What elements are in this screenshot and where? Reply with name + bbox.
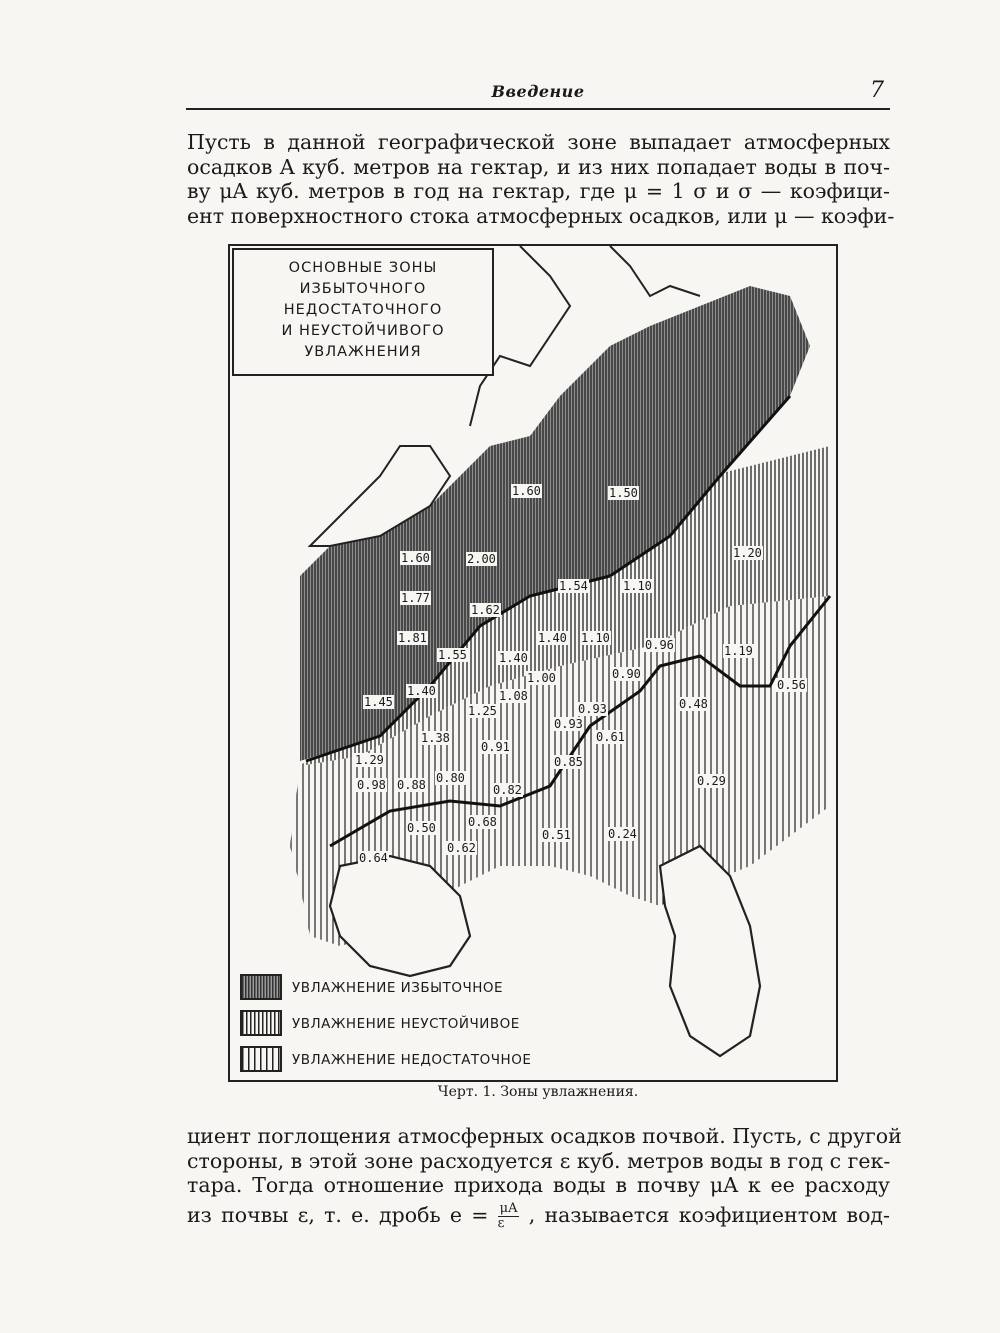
map-value-label: 1.40 [538, 631, 567, 645]
legend-label: УВЛАЖНЕНИЕ НЕУСТОЙЧИВОЕ [292, 1016, 520, 1032]
caspian-sea [660, 846, 760, 1056]
map-title-line: НЕДОСТАТОЧНОГО [283, 302, 443, 318]
text-line: Пусть в данной географической зоне выпадает атмосферных [187, 130, 890, 154]
map-title-box [232, 248, 494, 376]
map-value-label: 1.10 [581, 631, 610, 645]
fraction-numerator: μA [499, 1200, 518, 1216]
text-line: ву μA куб. метров в год на гектар, где μ = 1 σ и σ — коэфици- [187, 179, 890, 203]
map-value-label: 1.40 [407, 684, 436, 698]
map-value-label: 0.48 [679, 697, 708, 711]
map-value-label: 0.96 [645, 638, 674, 652]
text-line-formula [187, 1202, 890, 1231]
legend-swatch-insufficient [240, 1046, 282, 1072]
map-value-label: 0.88 [397, 778, 426, 792]
legend-swatch-excessive [240, 974, 282, 1000]
map-value-label: 1.45 [364, 695, 393, 709]
map-value-label: 1.62 [471, 603, 500, 617]
map-value-label: 1.55 [438, 648, 467, 662]
map-title-line: ОСНОВНЫЕ ЗОНЫ [288, 260, 438, 276]
map-value-label: 0.91 [481, 740, 510, 754]
map-value-label: 1.29 [355, 753, 384, 767]
map-value-label: 1.08 [499, 689, 528, 703]
map-value-label: 0.82 [493, 783, 522, 797]
map-value-label: 0.98 [357, 778, 386, 792]
map-value-label: 0.56 [777, 678, 806, 692]
map-value-label: 0.80 [436, 771, 465, 785]
map-value-label: 0.93 [554, 717, 583, 731]
map-value-label: 0.24 [608, 827, 637, 841]
legend-swatch-unstable [240, 1010, 282, 1036]
fraction [498, 1202, 520, 1231]
legend-item-excessive [240, 974, 640, 1002]
text-line: стороны, в этой зоне расходуется ε куб. метров воды в год с гек- [187, 1148, 891, 1173]
paragraph-top [187, 130, 895, 228]
running-header [186, 78, 890, 108]
text-line: ент поверхностного стока атмосферных осадков, или μ — коэфи- [187, 203, 895, 228]
map-value-label: 1.10 [623, 579, 652, 593]
legend-label: УВЛАЖНЕНИЕ НЕДОСТАТОЧНОЕ [292, 1052, 532, 1068]
map-value-label: 1.81 [398, 631, 427, 645]
text-line: циент поглощения атмосферных осадков почвой. Пусть, с другой [187, 1124, 902, 1148]
formula-suffix: , называется коэфициентом вод- [528, 1202, 890, 1227]
map-value-label: 0.61 [596, 730, 625, 744]
paragraph-bottom [187, 1124, 902, 1231]
map-figure [228, 244, 838, 1082]
fraction-denominator: ε [497, 1215, 505, 1231]
map-value-label: 1.40 [499, 651, 528, 665]
map-value-label: 0.90 [612, 667, 641, 681]
figure-caption: Черт. 1. Зоны увлажнения. [437, 1084, 639, 1100]
map-value-label: 0.50 [407, 821, 436, 835]
map-value-label: 0.51 [542, 828, 571, 842]
running-header-title: Введение [491, 82, 585, 101]
map-value-label: 1.00 [527, 671, 556, 685]
legend-label: УВЛАЖНЕНИЕ ИЗБЫТОЧНОЕ [292, 980, 504, 996]
map-value-label: 1.20 [733, 546, 762, 560]
map-value-label: 1.50 [609, 486, 638, 500]
map-value-label: 1.60 [512, 484, 541, 498]
map-value-label: 1.60 [401, 551, 430, 565]
map-value-label: 0.93 [578, 702, 607, 716]
legend-item-unstable [240, 1010, 640, 1038]
map-value-label: 0.68 [468, 815, 497, 829]
legend-item-insufficient [240, 1046, 640, 1074]
map-title-line: ИЗБЫТОЧНОГО [299, 281, 427, 297]
formula-prefix: из почвы ε, т. е. дробь e = [187, 1202, 489, 1227]
map-value-label: 1.54 [559, 579, 588, 593]
page-number: 7 [870, 78, 884, 103]
map-value-label: 0.85 [554, 755, 583, 769]
map-value-label: 1.38 [421, 731, 450, 745]
map-value-label: 0.29 [697, 774, 726, 788]
map-value-label: 1.77 [401, 591, 430, 605]
map-title-line: И НЕУСТОЙЧИВОГО [281, 323, 445, 339]
map-value-label: 2.00 [467, 552, 496, 566]
map-value-label: 1.19 [724, 644, 753, 658]
text-line: осадков A куб. метров на гектар, и из них попадает воды в поч- [187, 154, 890, 179]
map-value-label: 0.62 [447, 841, 476, 855]
map-value-label: 0.64 [359, 851, 388, 865]
map-value-label: 1.25 [468, 704, 497, 718]
map-title-line: УВЛАЖНЕНИЯ [304, 344, 422, 360]
text-line: тара. Тогда отношение прихода воды в почву μA к ее расходу [187, 1173, 890, 1197]
header-rule [186, 108, 890, 110]
